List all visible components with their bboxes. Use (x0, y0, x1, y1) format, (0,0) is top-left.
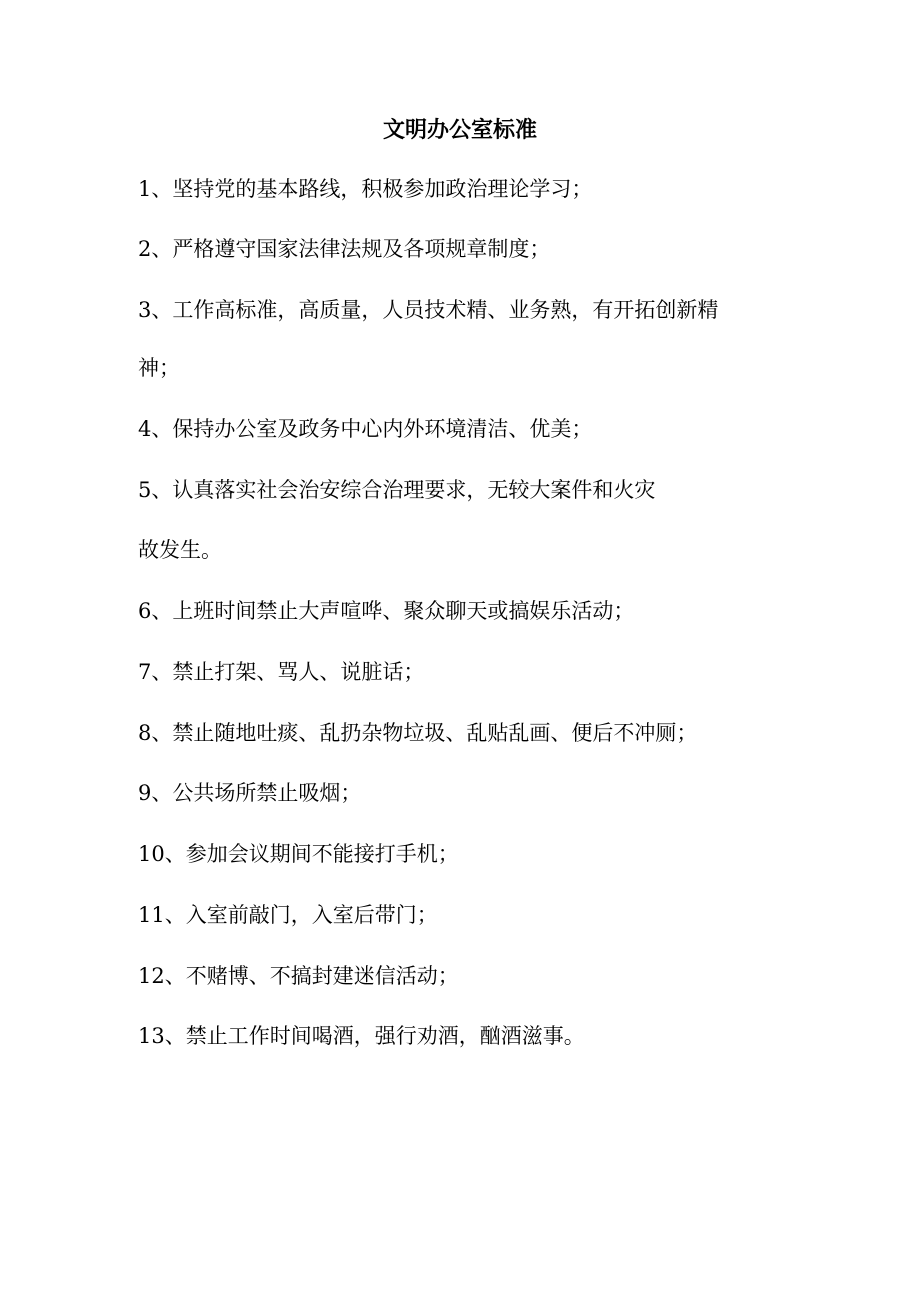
rule-item-2: 2、严格遵守国家法律法规及各项规章制度； (138, 237, 551, 261)
rule-item-11: 11、入室前敲门，入室后带门； (138, 903, 438, 927)
rule-item-9: 9、公共场所禁止吸烟； (138, 781, 362, 805)
document-title: 文明办公室标准 (382, 117, 537, 143)
rule-item-8: 8、禁止随地吐痰、乱扔杂物垃圾、乱贴乱画、便后不冲厕； (138, 721, 698, 745)
rule-item-4: 4、保持办公室及政务中心内外环境清洁、优美； (138, 417, 593, 441)
rule-item-5-continued: 故发生。 (138, 538, 222, 562)
rule-item-5: 5、认真落实社会治安综合治理要求，无较大案件和火灾 (138, 478, 656, 502)
rule-item-3-continued: 神； (138, 356, 180, 380)
rule-item-12: 12、不赌博、不搞封建迷信活动； (138, 964, 459, 988)
rule-item-13: 13、禁止工作时间喝酒，强行劝酒，酗酒滋事。 (138, 1024, 585, 1048)
rule-item-10: 10、参加会议期间不能接打手机； (138, 842, 459, 866)
rule-item-3: 3、工作高标准，高质量，人员技术精、业务熟，有开拓创新精 (138, 298, 719, 322)
rule-item-7: 7、禁止打架、骂人、说脏话； (138, 660, 425, 684)
rule-item-1: 1、坚持党的基本路线，积极参加政治理论学习； (138, 177, 593, 201)
rule-item-6: 6、上班时间禁止大声喧哗、聚众聊天或搞娱乐活动； (138, 599, 635, 623)
